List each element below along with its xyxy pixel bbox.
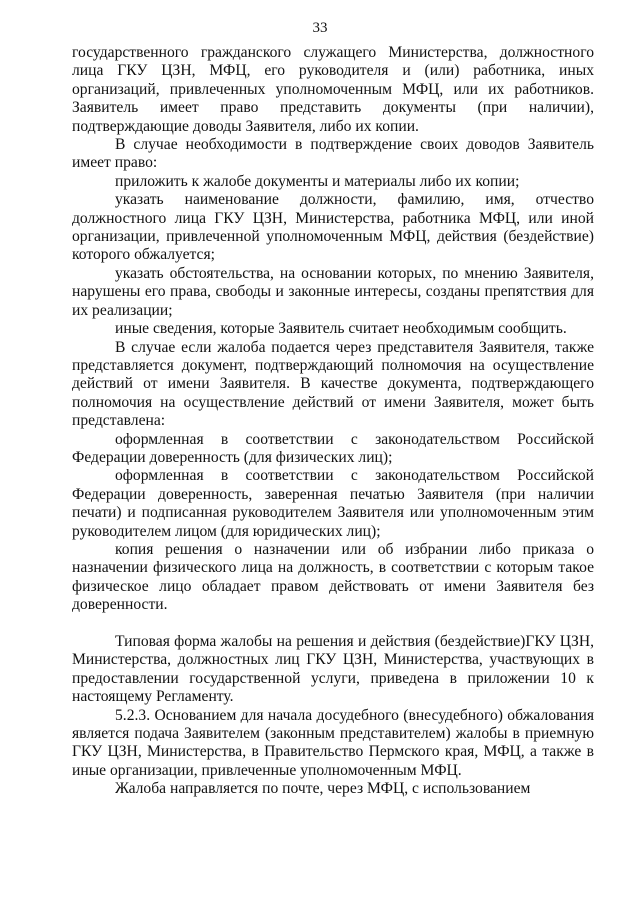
paragraph-rights-intro: В случае необходимости в подтверждение своих доводов Заявитель имеет право:: [72, 136, 594, 172]
paragraph-power-of-attorney-legal-entities: оформленная в соответствии с законодательством Российской Федерации доверенность, заверенная печатью Заявителя (при наличии печати) и подписанная руководителем Заявителя или уполномоченным этим руководителем лицом (для юридических лиц);: [72, 467, 594, 540]
paragraph-right-attach-documents: приложить к жалобе документы и материалы либо их копии;: [115, 172, 520, 190]
paragraph-complaint-submission: Жалоба направляется по почте, через МФЦ, с использованием: [115, 780, 531, 798]
paragraph-standard-complaint-form: Типовая форма жалобы на решения и действия (бездействие)ГКУ ЦЗН, Министерства, должностных лиц ГКУ ЦЗН, Министерства, участвующих в предоставлении государственной услуги, приведена в приложении 10 к настоящему Регламенту.: [72, 632, 594, 706]
paragraph-power-of-attorney-individuals: оформленная в соответствии с законодательством Российской Федерации доверенность (для физических лиц);: [72, 430, 594, 466]
paragraph-appointment-decision: копия решения о назначении или об избрании либо приказа о назначении физического лица на должность, в соответствии с которым такое физическое лицо обладает правом действовать от имени Заявителя без доверенности.: [72, 540, 594, 614]
paragraph-representative: В случае если жалоба подается через представителя Заявителя, также представляется документ, подтверждающий полномочия на осуществление действий от имени Заявителя. В качестве документа, подтверждающего полномочия на осуществление действий от имени Заявителя, может быть представлена:: [72, 338, 594, 430]
paragraph-continuation: государственного гражданского служащего Министерства, должностного лица ГКУ ЦЗН, МФЦ, его руководителя и (или) работника, иных организаций, привлеченных уполномоченным МФЦ, или их работников. Заявитель имеет право представить документы (при наличии), подтверждающие доводы Заявителя, либо их копии.: [72, 44, 594, 135]
paragraph-section-5-2-3: 5.2.3. Основанием для начала досудебного (внесудебного) обжалования является подача Заявителем (законным представителем) жалобы в приемную ГКУ ЦЗН, Министерства, в Правительство Пермского края, МФЦ, а также в иные организации, привлеченные уполномоченным МФЦ.: [72, 706, 594, 779]
paragraph-right-specify-official: указать наименование должности, фамилию, имя, отчество должностного лица ГКУ ЦЗН, Министерства, работника МФЦ, или иной организации, привлеченной уполномоченным МФЦ, действия (бездействие) которого обжалуется;: [72, 191, 594, 264]
page-number: 33: [312, 20, 328, 36]
paragraph-right-specify-circumstances: указать обстоятельства, на основании которых, по мнению Заявителя, нарушены его права, свободы и законные интересы, созданы препятствия для их реализации;: [72, 264, 594, 319]
paragraph-right-other-info: иные сведения, которые Заявитель считает необходимым сообщить.: [115, 320, 567, 338]
document-body: [72, 44, 594, 799]
